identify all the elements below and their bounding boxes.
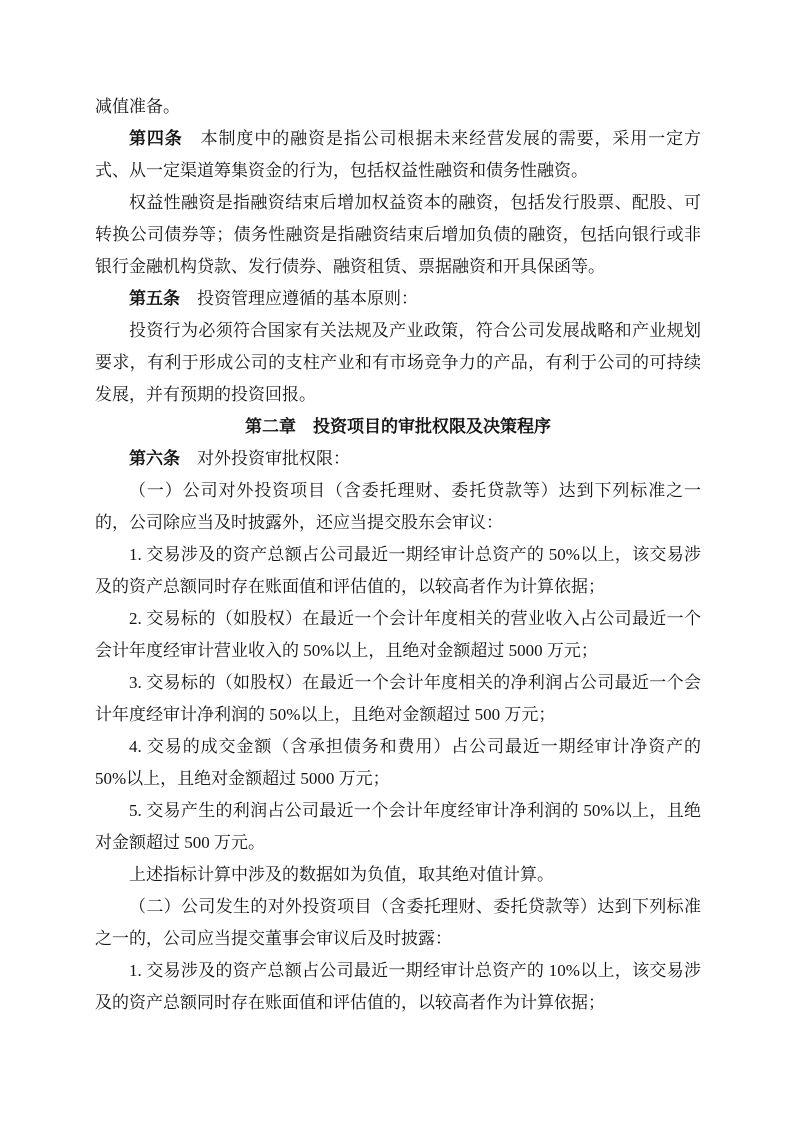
document-content xyxy=(95,91,701,1019)
paragraph xyxy=(95,539,701,603)
text-run: 5. 交易产生的利润占公司最近一个会计年度经审计净利润的 50%以上，且绝对金额超过 500 万元。 xyxy=(95,801,701,852)
text-run: 对外投资审批权限： xyxy=(180,449,350,468)
paragraph xyxy=(95,283,701,315)
text-run: 减值准备。 xyxy=(95,97,180,116)
paragraph xyxy=(95,731,701,795)
paragraph xyxy=(95,123,701,187)
paragraph xyxy=(95,91,701,123)
paragraph xyxy=(95,795,701,859)
text-run: 4. 交易的成交金额（含承担债务和费用）占公司最近一期经审计净资产的 50%以上，且绝对金额超过 5000 万元； xyxy=(95,737,701,788)
text-run: 上述指标计算中涉及的数据如为负值，取其绝对值计算。 xyxy=(129,865,554,884)
text-run: 1. 交易涉及的资产总额占公司最近一期经审计总资产的 50%以上，该交易涉及的资产总额同时存在账面值和评估值的，以较高者作为计算依据； xyxy=(95,545,701,596)
paragraph xyxy=(95,315,701,411)
paragraph xyxy=(95,187,701,283)
bold-text-run: 第六条 xyxy=(129,449,180,468)
paragraph xyxy=(95,955,701,1019)
paragraph xyxy=(95,891,701,955)
text-run: 权益性融资是指融资结束后增加权益资本的融资，包括发行股票、配股、可转换公司债券等；债务性融资是指融资结束后增加负债的融资，包括向银行或非银行金融机构贷款、发行债券、融资租赁、票据融资和开具保函等。 xyxy=(95,193,701,276)
text-run: 2. 交易标的（如股权）在最近一个会计年度相关的营业收入占公司最近一个会计年度经审计营业收入的 50%以上，且绝对金额超过 5000 万元； xyxy=(95,609,701,660)
text-run: 投资行为必须符合国家有关法规及产业政策，符合公司发展战略和产业规划要求，有利于形成公司的支柱产业和有市场竞争力的产品，有利于公司的可持续发展，并有预期的投资回报。 xyxy=(95,321,701,404)
paragraph xyxy=(95,859,701,891)
text-run: 3. 交易标的（如股权）在最近一个会计年度相关的净利润占公司最近一个会计年度经审计净利润的 50%以上，且绝对金额超过 500 万元； xyxy=(95,673,701,724)
bold-text-run: 第五条 xyxy=(129,289,180,308)
bold-text-run: 第四条 xyxy=(129,129,183,148)
paragraph xyxy=(95,475,701,539)
paragraph xyxy=(95,667,701,731)
text-run: （二）公司发生的对外投资项目（含委托理财、委托贷款等）达到下列标准之一的，公司应当提交董事会审议后及时披露： xyxy=(95,897,701,948)
text-run: 1. 交易涉及的资产总额占公司最近一期经审计总资产的 10%以上，该交易涉及的资产总额同时存在账面值和评估值的，以较高者作为计算依据； xyxy=(95,961,701,1012)
text-run: （一）公司对外投资项目（含委托理财、委托贷款等）达到下列标准之一的，公司除应当及时披露外，还应当提交股东会审议： xyxy=(95,481,701,532)
paragraph xyxy=(95,443,701,475)
text-run: 投资管理应遵循的基本原则： xyxy=(180,289,418,308)
bold-text-run: 第二章 投资项目的审批权限及决策程序 xyxy=(245,417,551,436)
text-run: 本制度中的融资是指公司根据未来经营发展的需要，采用一定方式、从一定渠道筹集资金的行为，包括权益性融资和债务性融资。 xyxy=(95,129,702,180)
paragraph xyxy=(95,603,701,667)
chapter-heading xyxy=(95,411,701,443)
